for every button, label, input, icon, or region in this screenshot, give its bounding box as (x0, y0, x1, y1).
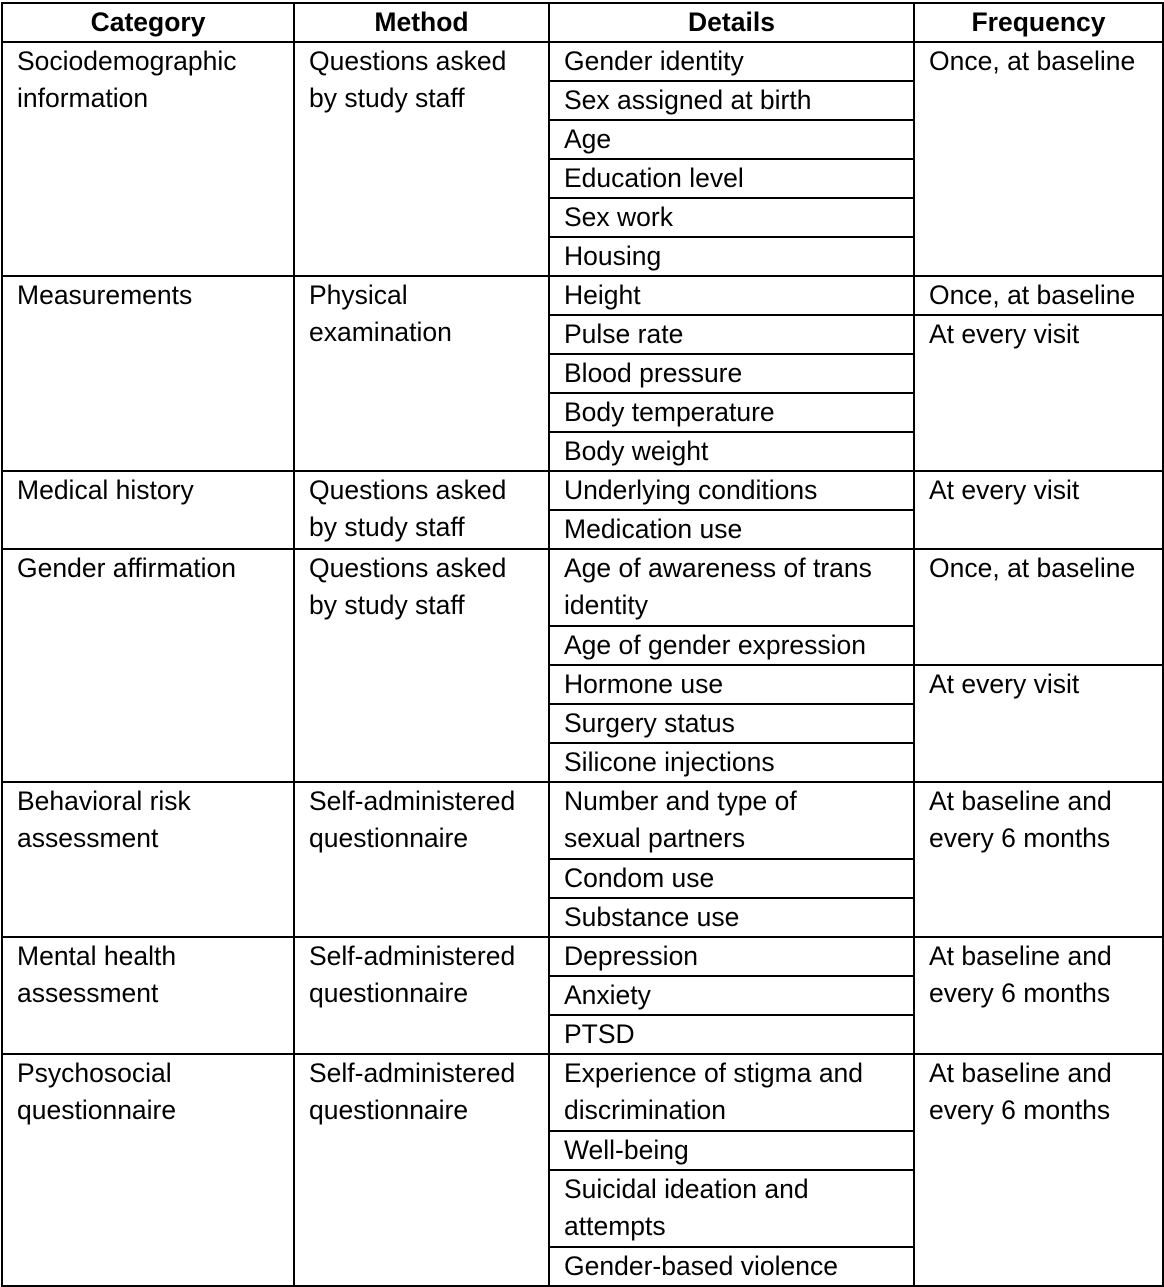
header-row (2, 3, 1163, 42)
method-cell: Questions asked by study staff (294, 42, 549, 276)
detail-cell: Well-being (549, 1131, 914, 1170)
table-row (2, 471, 1163, 510)
detail-cell: Sex assigned at birth (549, 81, 914, 120)
method-cell: Self-administered questionnaire (294, 1054, 549, 1286)
frequency-cell: At every visit (914, 315, 1163, 471)
method-cell: Self-administered questionnaire (294, 782, 549, 937)
category-cell: Mental health assessment (2, 937, 294, 1054)
detail-cell: Depression (549, 937, 914, 976)
table-row (2, 1054, 1163, 1131)
detail-cell: Silicone injections (549, 743, 914, 782)
category-cell: Gender affirmation (2, 549, 294, 782)
frequency-cell: Once, at baseline (914, 276, 1163, 315)
category-cell: Medical history (2, 471, 294, 549)
header-method: Method (294, 3, 549, 42)
method-cell: Self-administered questionnaire (294, 937, 549, 1054)
detail-cell: Blood pressure (549, 354, 914, 393)
table-row (2, 782, 1163, 859)
category-cell: Measurements (2, 276, 294, 471)
detail-cell: Housing (549, 237, 914, 276)
category-cell: Psychosocial questionnaire (2, 1054, 294, 1286)
detail-cell: Gender-based violence (549, 1247, 914, 1286)
header-category: Category (2, 3, 294, 42)
detail-cell: Education level (549, 159, 914, 198)
detail-cell: Medication use (549, 510, 914, 549)
detail-cell: Age of awareness of trans identity (549, 549, 914, 626)
frequency-cell: At baseline and every 6 months (914, 1054, 1163, 1286)
method-cell: Questions asked by study staff (294, 549, 549, 782)
detail-cell: Condom use (549, 859, 914, 898)
table-row (2, 276, 1163, 315)
detail-cell: Substance use (549, 898, 914, 937)
detail-cell: Underlying conditions (549, 471, 914, 510)
table-row (2, 42, 1163, 81)
detail-cell: Age (549, 120, 914, 159)
method-cell: Questions asked by study staff (294, 471, 549, 549)
table-row (2, 937, 1163, 976)
frequency-cell: Once, at baseline (914, 549, 1163, 665)
detail-cell: Surgery status (549, 704, 914, 743)
method-cell: Physical examination (294, 276, 549, 471)
table-row (2, 549, 1163, 626)
detail-cell: Body temperature (549, 393, 914, 432)
frequency-cell: At every visit (914, 471, 1163, 549)
detail-cell: Pulse rate (549, 315, 914, 354)
detail-cell: Anxiety (549, 976, 914, 1015)
detail-cell: Height (549, 276, 914, 315)
detail-cell: Sex work (549, 198, 914, 237)
header-frequency: Frequency (914, 3, 1163, 42)
detail-cell: Suicidal ideation and attempts (549, 1170, 914, 1247)
header-details: Details (549, 3, 914, 42)
detail-cell: PTSD (549, 1015, 914, 1054)
category-cell: Behavioral risk assessment (2, 782, 294, 937)
data-collection-table (1, 2, 1164, 1287)
frequency-cell: At every visit (914, 665, 1163, 782)
detail-cell: Body weight (549, 432, 914, 471)
frequency-cell: At baseline and every 6 months (914, 782, 1163, 937)
detail-cell: Age of gender expression (549, 626, 914, 665)
detail-cell: Gender identity (549, 42, 914, 81)
frequency-cell: At baseline and every 6 months (914, 937, 1163, 1054)
detail-cell: Number and type of sexual partners (549, 782, 914, 859)
detail-cell: Hormone use (549, 665, 914, 704)
detail-cell: Experience of stigma and discrimination (549, 1054, 914, 1131)
frequency-cell: Once, at baseline (914, 42, 1163, 276)
category-cell: Sociodemographic information (2, 42, 294, 276)
